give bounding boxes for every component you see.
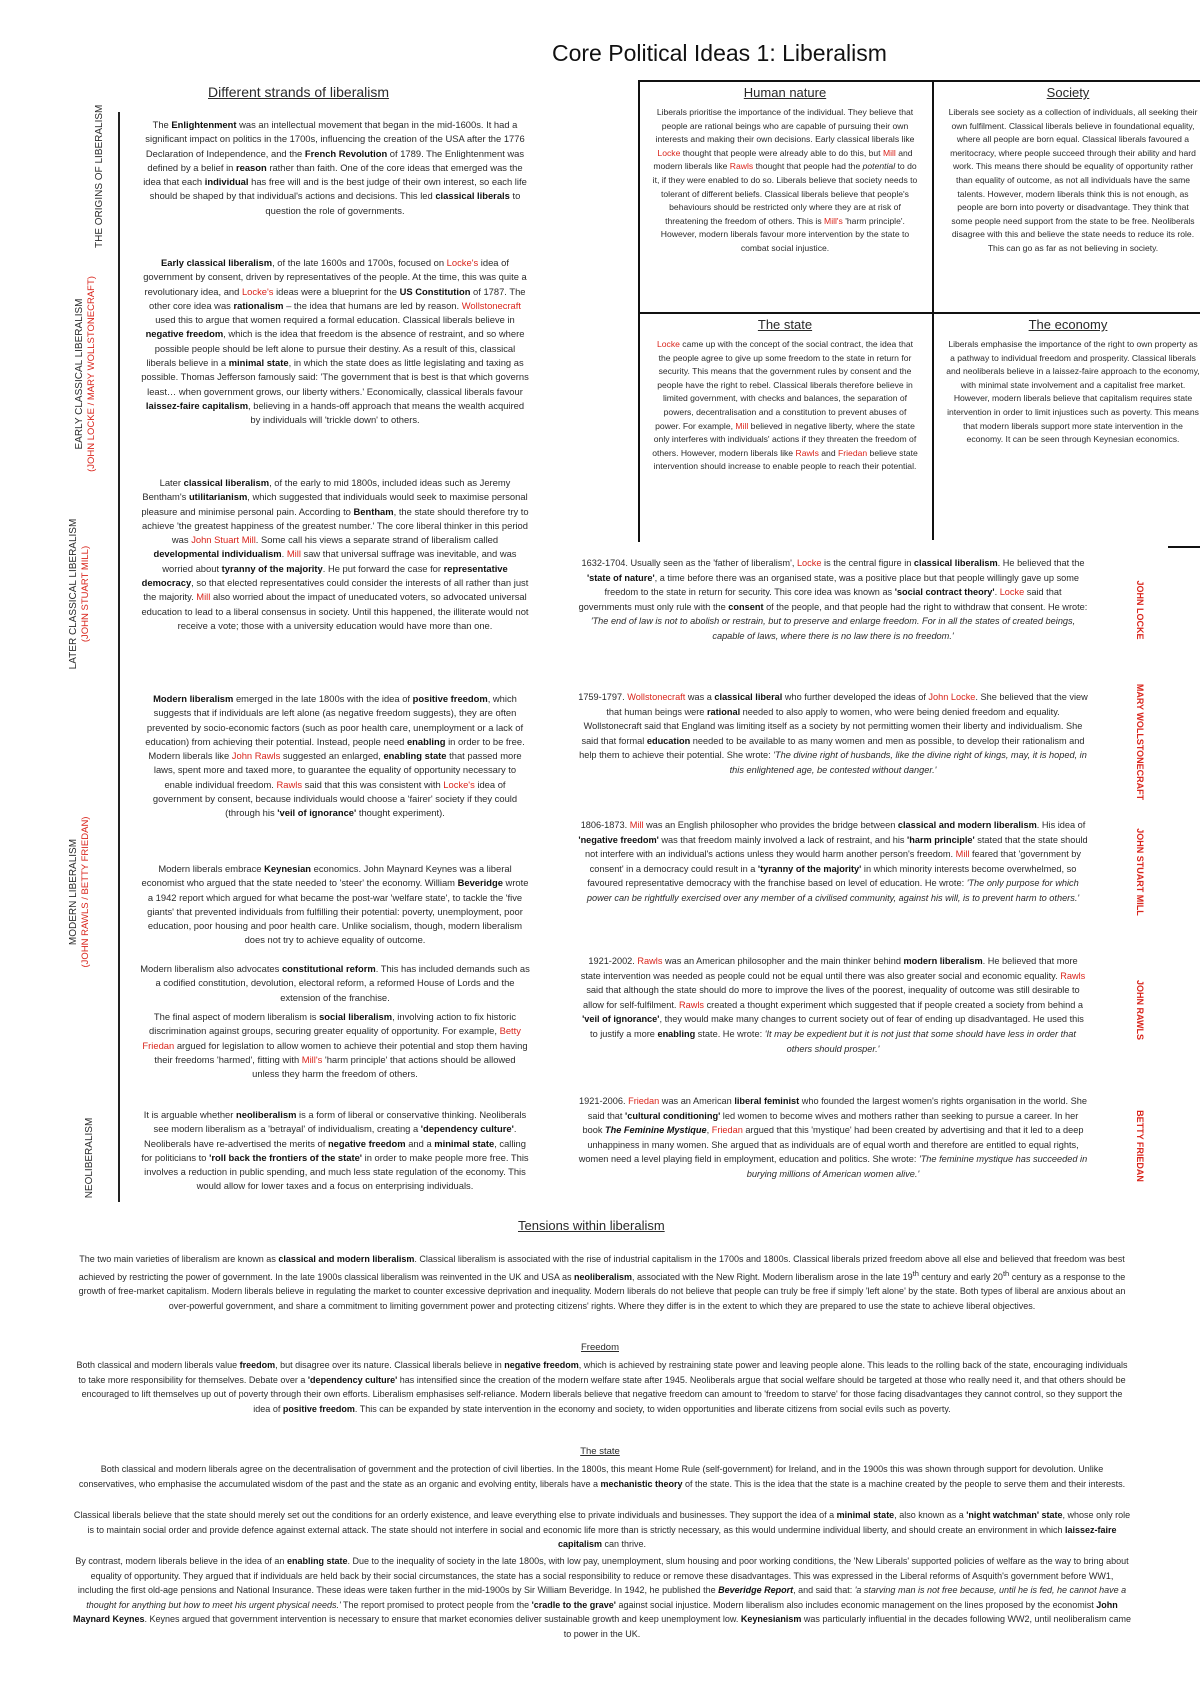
- grid-divider-vertical: [932, 80, 934, 540]
- heading-economy: The economy: [1028, 317, 1108, 332]
- section-heading-strands: Different strands of liberalism: [208, 84, 390, 100]
- bio-mill: 1806-1873. Mill was an English philosopher who provides the bridge between classical and modern liberalism. His idea of 'negative freedom' was that freedom mainly involved a lack of restraint, and his 'harm principle' stated that the state should not interfere with an individual's actions unless they would harm another person's freedom. Mill feared that 'government by consent' in a democracy could result in a 'tyranny of the majority' in which minority interests become overwhelmed, so favoured representative democracy with the franchise based on level of education. He wrote: 'The only purpose for which power can be rightfully exercised over any member of a civilised community, against his will, is to prevent harm to others.': [578, 820, 1088, 903]
- text-society: Liberals see society as a collection of individuals, all seeking their own fulfilment. Classical liberals believe in foundational equality, where all people are born equal. Classical liberals favoured a meritocracy, where people succeed through their ability and hard work. This means there should be equality of opportunity rather than equality of outcome, as not all individuals have the same talents. However, modern liberals think this is not enough, as people are born into poverty or disadvantage. They think that some people need support from the state to be free. Neoliberals disagree with this and believe the state needs to reduce its role. This can go as far as not believing in society.: [948, 107, 1198, 253]
- cell-state: [640, 316, 930, 474]
- bio-friedan: 1921-2006. Friedan was an American liberal feminist who founded the largest women's rights organisation in the world. She said that 'cultural conditioning' led women to become wives and mothers rather than seeking to pursue a career. In her book The Feminine Mystique, Friedan argued that this 'mystique' had been created by advertising and that it led to a deep unhappiness in many women. She argued that as individuals are of equal worth and therefore are entitled to equal rights, women need a level playing field in employment, education and politics. She wrote: 'The feminine mystique has succeeded in burying millions of American women alive.': [578, 1096, 1088, 1179]
- label-neoliberalism: NEOLIBERALISM: [84, 1117, 95, 1199]
- text-state: Locke came up with the concept of the social contract, the idea that the people agree to give up some freedom to the state in return for security. This means that the government rules by consent and the people have the right to rebel. Classical liberals therefore believe in limited government, with checks and balances, the separation of powers, decentralisation and a constitution to prevent abuses of power. For example, Mill believed in negative liberty, where the state only interferes with individuals' actions if they threaten the freedom of others. However, modern liberals like Rawls and Friedan believe state intervention should increase to enable people to reach their potential.: [652, 339, 918, 472]
- heading-human-nature: Human nature: [743, 85, 827, 100]
- label-later-classical: LATER CLASSICAL LIBERALISM (JOHN STUART MILL): [68, 518, 91, 670]
- paragraph-state-3: By contrast, modern liberals believe in the idea of an enabling state. Due to the inequality of society in the late 1800s, with low pay, unemployment, slum housing and poor working conditions, the 'New Liberals' supported policies of welfare as the way to bring about equality of opportunity. They argued that if individuals are held back by their social circumstances, the state has a social responsibility to reduce or remove these disadvantages. This was expressed in the Liberal reforms of Asquith's government before WW1, including the first old-age pensions and National Insurance. These ideas were taken further in the mid-1900s by Sir William Beveridge. In 1942, he published the Beveridge Report, and said that: 'a starving man is not free because, until he is fed, he cannot have a thought for anything but how to meet his urgent physical needs.' The report promised to protect people from the 'cradle to the grave' against social injustice. Modern liberalism also includes economic management on the lines proposed by the economist John Maynard Keynes. Keynes argued that government intervention is necessary to ensure that market economies deliver sustainable growth and keep unemployment low. Keynesianism was particularly influential in the decades following WW2, until neoliberalism came to power in the UK.: [72, 1556, 1132, 1639]
- timeline-line: [118, 112, 120, 1202]
- name-mill: JOHN STUART MILL: [1135, 828, 1145, 916]
- paragraph-modern: Modern liberalism emerged in the late 1800s with the idea of positive freedom, which suggests that if individuals are left alone (as negative freedom suggests), they are often prevented by socio-economic factors (such as poor health care, unemployment or a lack of education) from achieving their potential. Instead, people need enabling in order to be free. Modern liberals like John Rawls suggested an enlarged, enabling state that passed more laws, spent more and taxed more, to guarantee the equality of opportunity necessary to enable individual freedom. Rawls said that this was consistent with Locke's idea of government by consent, because individuals would choose a 'fairer' society if they could (through his 'veil of ignorance' thought experiment).: [145, 693, 525, 819]
- divider-short: [1168, 546, 1200, 548]
- paragraph-neoliberalism: It is arguable whether neoliberalism is a form of liberal or conservative thinking. Neoliberals see modern liberalism as a 'betrayal' of individualism, creating a 'dependency culture'. Neoliberals have re-advertised the merits of negative freedom and a minimal state, calling for politicians to 'roll back the frontiers of the state' in order to make people more free. This involves a reduction in public spending, and much less state regulation of the economy. This would allow for lower taxes and a focus on enterprising individuals.: [141, 1109, 529, 1192]
- heading-state: The state: [757, 317, 813, 332]
- label-modern: MODERN LIBERALISM (JOHN RAWLS / BETTY FRIEDAN): [68, 816, 91, 968]
- paragraph-later-classical: Later classical liberalism, of the early to mid 1800s, included ideas such as Jeremy Bentham's utilitarianism, which suggested that individuals would seek to maximise personal pleasure and minimise personal pain. According to Bentham, the state should therefore try to achieve 'the greatest happiness of the greatest number.' The core liberal thinker in this period was John Stuart Mill. Some call his views a separate strand of liberalism called developmental individualism. Mill saw that universal suffrage was inevitable, and was worried about tyranny of the majority. He put forward the case for representative democracy, so that elected representatives could consider the interests of all rather than just the majority. Mill also worried about the impact of uneducated voters, so advocated universal education to lead to a liberal consensus in society. Until this happened, the illiterate would not receive a vote; those with a university education would have more than one.: [141, 477, 529, 631]
- subheading-state: The state: [580, 1446, 620, 1457]
- paragraph-constitutional: Modern liberalism also advocates constitutional reform. This has included demands such as a codified constitution, devolution, electoral reform, a reformed House of Lords and the extension of the franchise.: [140, 963, 530, 1003]
- bio-wollstonecraft: 1759-1797. Wollstonecraft was a classical liberal who further developed the ideas of John Locke. She believed that the view that human beings were rational needed to also apply to women, who were being denied freedom and equality. Wollstonecraft said that England was limiting itself as a society by not permitting women their liberty and individualism. She said that formal education needed to be available to as many women and men as possible, to develop their rationalism and help them to achieve their potential. She wrote: 'The divine right of husbands, like the divine right of kings, may, it is hoped, in this enlightened age, be contested without danger.': [578, 692, 1088, 775]
- cell-economy: [936, 316, 1200, 447]
- heading-society: Society: [1046, 85, 1090, 100]
- grid-divider-horizontal: [638, 312, 1200, 314]
- cell-human-nature: [640, 84, 930, 256]
- name-locke: JOHN LOCKE: [1135, 580, 1145, 640]
- text-human-nature: Liberals prioritise the importance of the individual. They believe that people are rational beings who are capable of pursuing their own interests and making their own decisions. Early classical liberals like Locke thought that people were already able to do this, but Mill and modern liberals like Rawls thought that people had the potential to do it, if they were enabled to do so. Liberals believe that society needs to tolerant of different beliefs. Classical liberals believe that people's behaviours should be restricted only where they are at risk of threatening the freedom of others. This is Mill's 'harm principle'. However, modern liberals favour more intervention by the state to combat social injustice.: [652, 107, 918, 253]
- page-title: Core Political Ideas 1: Liberalism: [552, 40, 887, 66]
- label-origins: THE ORIGINS OF LIBERALISM: [94, 104, 105, 248]
- paragraph-early-classical: Early classical liberalism, of the late 1600s and 1700s, focused on Locke's idea of government by consent, driven by representatives of the people. At the time, this was quite a revolutionary idea, and Locke's ideas were a blueprint for the US Constitution of 1787. The other core idea was rationalism – the idea that humans are led by reason. Wollstonecraft used this to argue that women required a formal education. Classical liberals believe in negative freedom, which is the idea that freedom is the absence of restraint, and so where possible people should be left alone to pursue their destiny. As a result of this, classical liberals believe in a minimal state, in which the state does as little legislating and taxing as possible. Thomas Jefferson famously said: 'The government that is best is that which governs least… when government grows, our liberty withers.' Economically, classical liberals favour laissez-faire capitalism, believing in a hands-off approach that means the wealth acquired by individuals will 'trickle down' to others.: [141, 257, 529, 426]
- paragraph-state-1: Both classical and modern liberals agree on the decentralisation of government and the protection of civil liberties. In the 1800s, this meant Home Rule (self-government) for Ireland, and in the 1900s this was shown through support for devolution. Unlike conservatives, who emphasise the accumulated wisdom of the past and the state as an organic and evolving entity, liberals have a mechanistic theory of the state. This is the idea that the state is a machine created by the people to serve them and their interests.: [78, 1464, 1126, 1489]
- name-wollstonecraft: MARY WOLLSTONECRAFT: [1135, 683, 1145, 801]
- subheading-freedom: Freedom: [580, 1342, 619, 1353]
- paragraph-enlightenment: The Enlightenment was an intellectual movement that began in the mid-1600s. It had a significant impact on politics in the 1700s, influencing the creation of the USA after the 1776 Declaration of Independence, and the French Revolution of 1789. The Enlightenment was defined by a belief in reason rather than faith. One of the core ideas that emerged was the idea that each individual has free will and is the best judge of their own interest, so each life should be shaped by that individual's actions and decisions. This led classical liberals to question the role of governments.: [143, 119, 527, 216]
- paragraph-state-2: Classical liberals believe that the state should merely set out the conditions for an orderly existence, and leave everything else to private individuals and businesses. They support the idea of a minimal state, also known as a 'night watchman' state, whose only role is to maintain social order and provide defence against external attack. The state should not interfere in social and economic life more than is strictly necessary, as this would undermine individual liberty, and should create an environment in which laissez-faire capitalism can thrive.: [73, 1510, 1131, 1550]
- bio-rawls: 1921-2002. Rawls was an American philosopher and the main thinker behind modern liberalism. He believed that more state intervention was needed as people could not be equal until there was also greater social and economic equality. Rawls said that although the state should do more to improve the lives of the poorest, inequality of outcome was still desirable to allow for self-fulfilment. Rawls created a thought experiment which suggested that if people created a society from behind a 'veil of ignorance', they would make many changes to current society out of fear of ending up disadvantaged. He used this to justify a more enabling state. He wrote: 'It may be expedient but it is not just that some should have less in order that others should prosper.': [580, 956, 1086, 1054]
- name-rawls: JOHN RAWLS: [1135, 979, 1145, 1040]
- label-early-classical: EARLY CLASSICAL LIBERALISM (JOHN LOCKE / MARY WOLLSTONECRAFT): [74, 276, 97, 472]
- paragraph-social-liberalism: The final aspect of modern liberalism is social liberalism, involving action to fix historic discrimination against groups, securing greater equality of opportunity. For example, Betty Friedan argued for legislation to allow women to achieve their potential and stop them having their freedoms 'harmed', fitting with Mill's 'harm principle' that actions should be allowed unless they harm the freedom of others.: [142, 1011, 528, 1080]
- paragraph-keynesian: Modern liberals embrace Keynesian economics. John Maynard Keynes was a liberal economist who argued that the state needed to 'steer' the economy. William Beveridge wrote a 1942 report which argued for what became the post-war 'welfare state', to tackle the 'five giants' that prevented individuals from fulfilling their potential: poverty, unemployment, poor education, poor housing and poor health care. Unlike socialism, though, modern liberalism does not try to achieve equality of outcome.: [141, 863, 529, 946]
- section-heading-tensions: Tensions within liberalism: [518, 1218, 665, 1233]
- bio-locke: 1632-1704. Usually seen as the 'father of liberalism', Locke is the central figure in classical liberalism. He believed that the 'state of nature', a time before there was an organised state, was a positive place but that people willingly gave up some freedom to the state in return for security. This core idea was known as 'social contract theory'. Locke said that governments must only rule with the consent of the people, and that people had the right to withdraw that consent. He wrote: 'The end of law is not to abolish or restrain, but to preserve and enlarge freedom. For in all the states of created beings, capable of laws, where there is no law there is no freedom.': [578, 558, 1088, 641]
- cell-society: [936, 84, 1200, 256]
- paragraph-tensions-intro: The two main varieties of liberalism are known as classical and modern liberalism. Classical liberalism is associated with the rise of industrial capitalism in the 1700s and 1800s. Classical liberals prized freedom above all else and believed that freedom was best achieved by restricting the power of government. In the late 1900s classical liberalism was reinvented in the UK and USA as neoliberalism, associated with the New Right. Modern liberalism arose in the late 19th century and early 20th century as a response to the growth of free-market capitalism. Modern liberals believe in regulating the market to counter excessive deprivation and inequality. Modern liberals do not believe that people can truly be free if simply 'left alone' by the state. Both types of liberal are anxious about an over-powerful government, and share a commitment to limiting government power and protecting citizens' rights. Where they differ is in the extent to which they are prepared to use the state to achieve liberal objectives.: [78, 1254, 1126, 1311]
- text-economy: Liberals emphasise the importance of the right to own property as a pathway to individual freedom and prosperity. Classical liberals and neoliberals believe in a laissez-faire approach to the economy, with minimal state involvement and a capitalist free market. However, modern liberals believe that capitalism requires state intervention in order to limit injustices such as poverty. This means that modern liberals support more state intervention in the economy. It can be seen through Keynesian economics.: [946, 339, 1200, 445]
- paragraph-freedom: Both classical and modern liberals value freedom, but disagree over its nature. Classical liberals believe in negative freedom, which is achieved by restraining state power and leaving people alone. This leads to the rolling back of the state, encouraging individuals to take more responsibility for themselves. Debate over a 'dependency culture' has intensified since the creation of the modern welfare state after 1945. Neoliberals argue that social welfare should be targeted at those who really need it, and that others should be encouraged to lift themselves up out of poverty through their own efforts. Liberalism emphasises self-reliance. Modern liberals believe that negative freedom can amount to 'freedom to starve' for those facing disadvantages they cannot control, so they support the idea of positive freedom. This can be expanded by state intervention in the economy and society, to widen opportunities and liberate citizens from social evils such as poverty.: [76, 1360, 1128, 1414]
- name-friedan: BETTY FRIEDAN: [1135, 1110, 1145, 1182]
